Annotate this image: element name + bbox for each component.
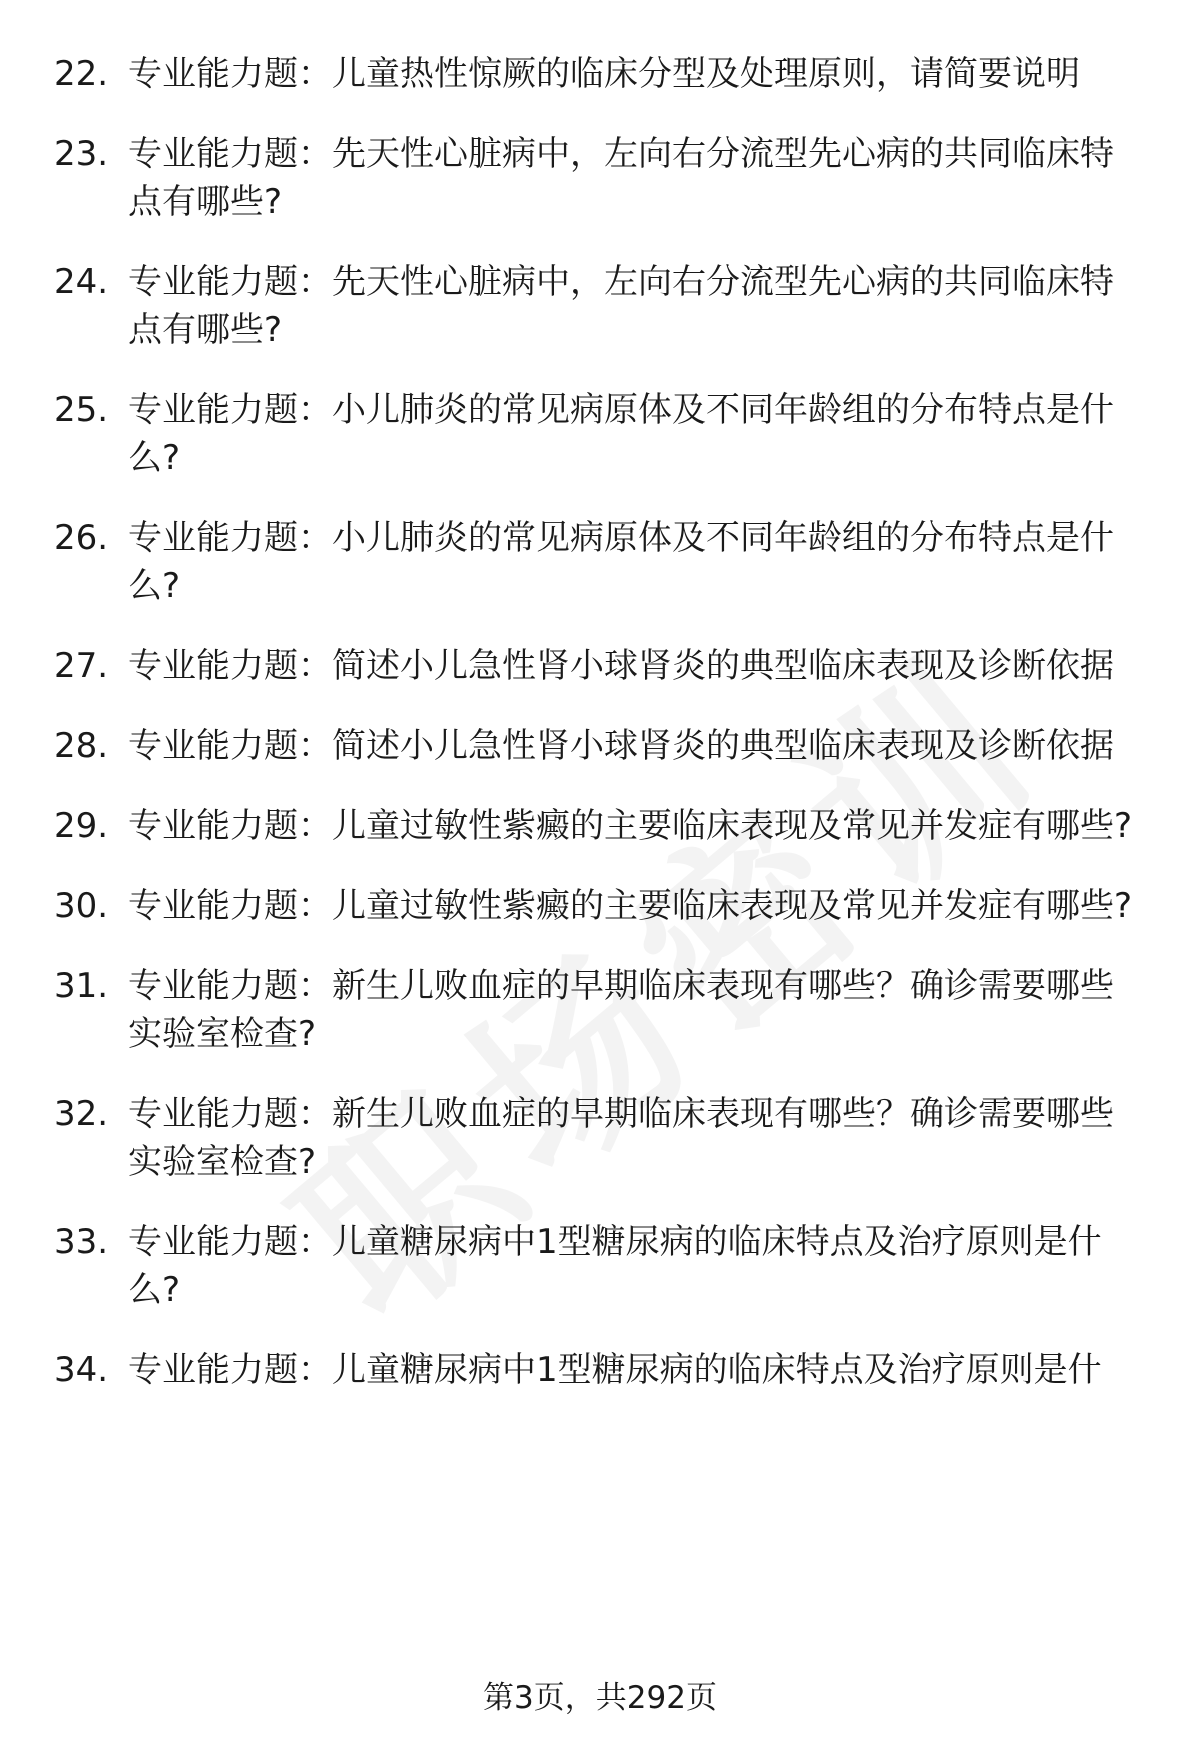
question-text: 专业能力题：儿童热性惊厥的临床分型及处理原则，请简要说明	[128, 54, 1080, 94]
list-item	[0, 962, 1200, 1058]
list-item	[0, 1346, 1200, 1394]
question-text: 专业能力题：先天性心脏病中，左向右分流型先心病的共同临床特点有哪些?	[128, 134, 1114, 222]
list-item	[0, 642, 1200, 690]
question-text: 专业能力题：儿童糖尿病中1型糖尿病的临床特点及治疗原则是什	[128, 1350, 1102, 1390]
list-item	[0, 1218, 1200, 1314]
page-footer	[0, 1676, 1200, 1720]
list-item	[0, 130, 1200, 226]
question-list	[0, 50, 1200, 1426]
question-text: 专业能力题：简述小儿急性肾小球肾炎的典型临床表现及诊断依据	[128, 646, 1114, 686]
question-number: 31.	[54, 966, 109, 1006]
question-number: 34.	[54, 1350, 109, 1390]
question-number: 32.	[54, 1094, 109, 1134]
list-item	[0, 50, 1200, 98]
question-text: 专业能力题：简述小儿急性肾小球肾炎的典型临床表现及诊断依据	[128, 726, 1114, 766]
list-item	[0, 258, 1200, 354]
list-item	[0, 722, 1200, 770]
question-number: 26.	[54, 518, 109, 558]
question-number: 28.	[54, 726, 109, 766]
list-item	[0, 1090, 1200, 1186]
list-item	[0, 386, 1200, 482]
question-number: 25.	[54, 390, 109, 430]
question-text: 专业能力题：儿童过敏性紫癜的主要临床表现及常见并发症有哪些?	[128, 806, 1133, 846]
question-text: 专业能力题：儿童糖尿病中1型糖尿病的临床特点及治疗原则是什么?	[128, 1222, 1102, 1310]
question-number: 33.	[54, 1222, 109, 1262]
question-number: 29.	[54, 806, 109, 846]
list-item	[0, 514, 1200, 610]
question-number: 24.	[54, 262, 109, 302]
question-number: 30.	[54, 886, 109, 926]
page-number-label: 第3页，共292页	[483, 1680, 717, 1716]
question-text: 专业能力题：新生儿败血症的早期临床表现有哪些？确诊需要哪些实验室检查?	[128, 966, 1114, 1054]
list-item	[0, 802, 1200, 850]
question-text: 专业能力题：新生儿败血症的早期临床表现有哪些？确诊需要哪些实验室检查?	[128, 1094, 1114, 1182]
question-text: 专业能力题：儿童过敏性紫癜的主要临床表现及常见并发症有哪些?	[128, 886, 1133, 926]
list-item	[0, 882, 1200, 930]
question-number: 27.	[54, 646, 109, 686]
question-number: 23.	[54, 134, 109, 174]
question-text: 专业能力题：小儿肺炎的常见病原体及不同年龄组的分布特点是什么?	[128, 390, 1114, 478]
question-number: 22.	[54, 54, 109, 94]
question-text: 专业能力题：先天性心脏病中，左向右分流型先心病的共同临床特点有哪些?	[128, 262, 1114, 350]
question-text: 专业能力题：小儿肺炎的常见病原体及不同年龄组的分布特点是什么?	[128, 518, 1114, 606]
